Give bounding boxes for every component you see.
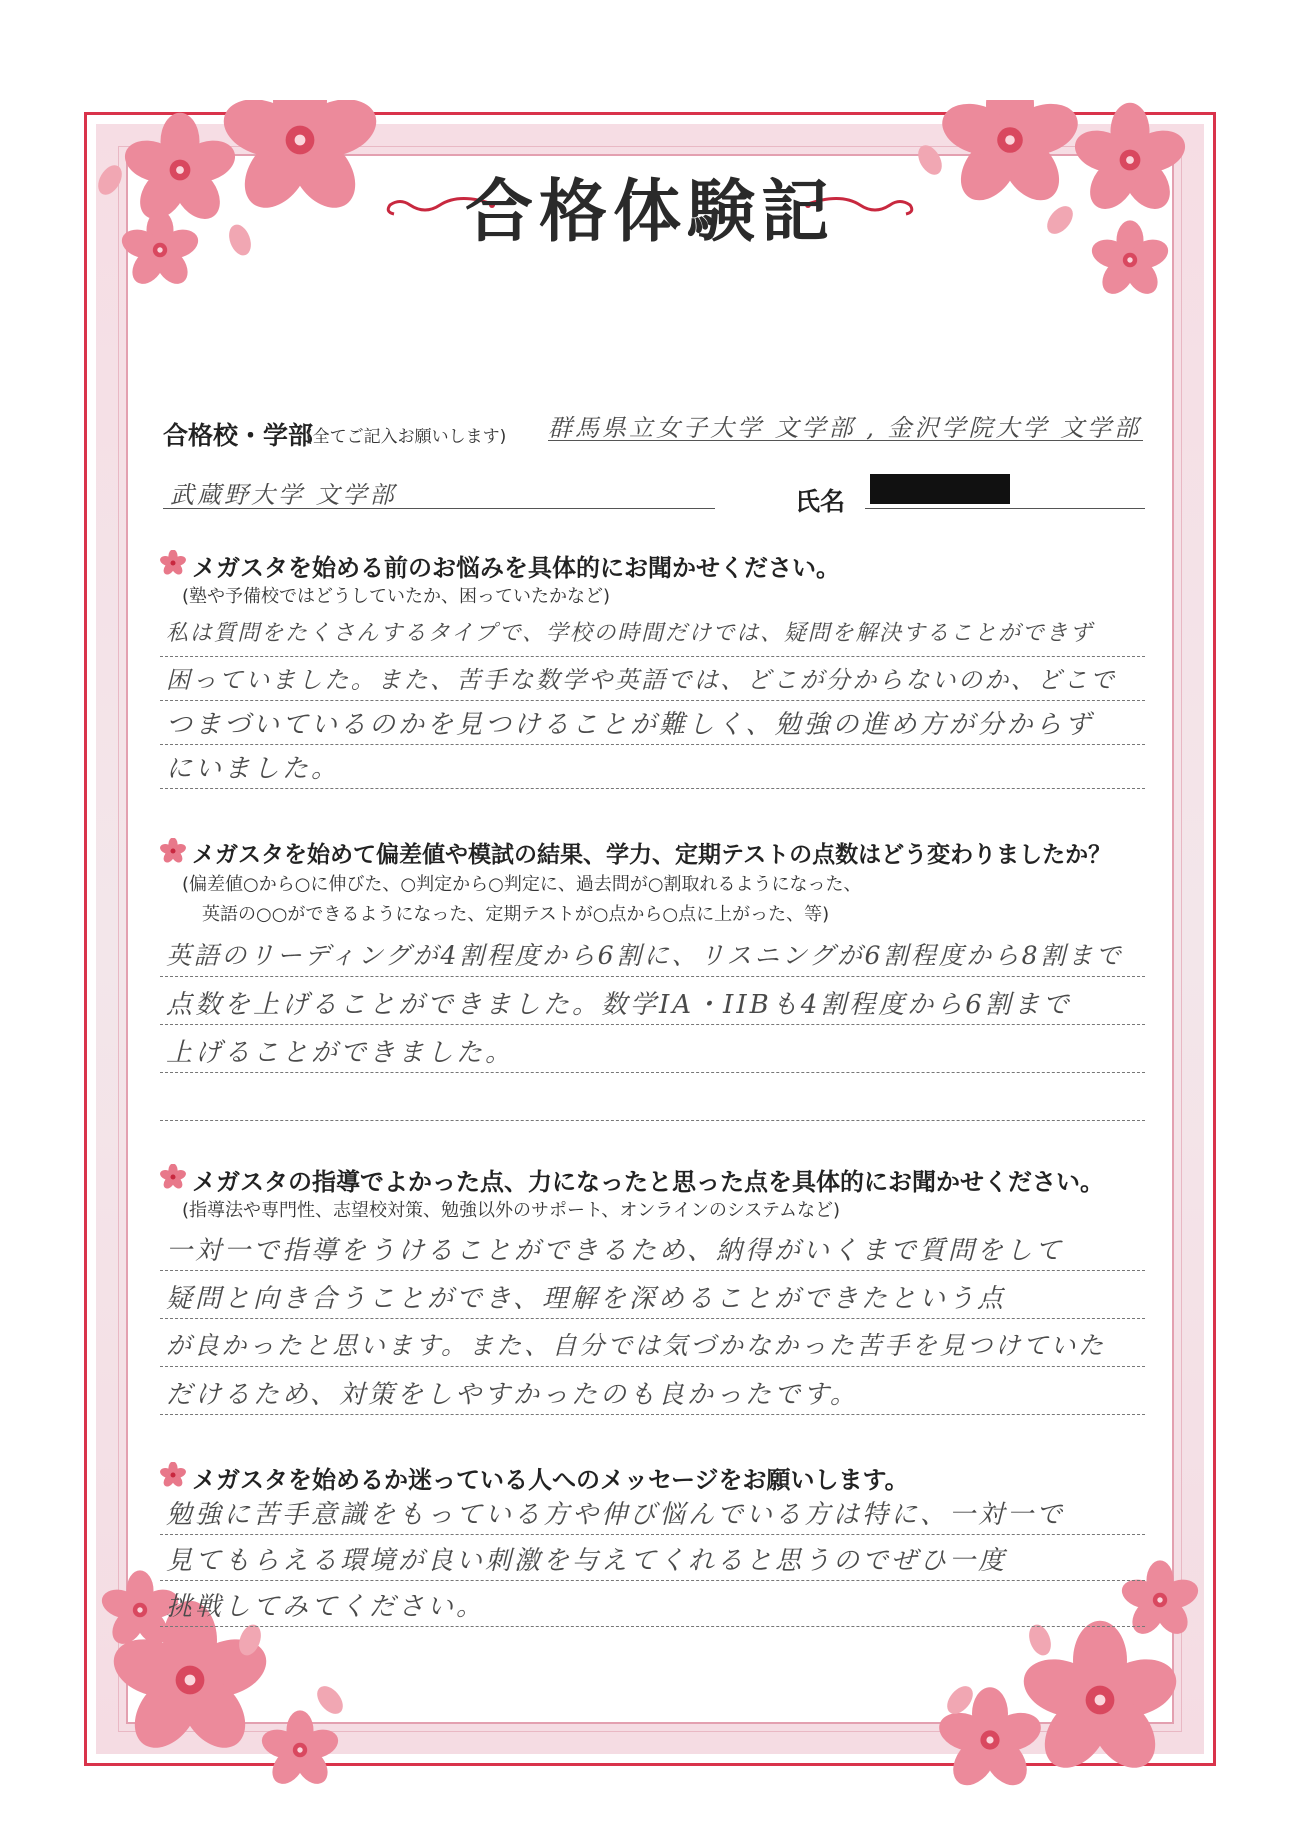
question-4-answer-line-1: 勉強に苦手意識をもっている方や伸び悩んでいる方は特に、一対一で xyxy=(166,1500,1066,1530)
answer-rule-line xyxy=(160,1626,1145,1627)
cherry-blossom-icon xyxy=(1118,1560,1202,1640)
answer-rule-line xyxy=(160,1120,1145,1121)
question-2-note-2: 英語の○○ができるようになった、定期テストが○点から○点に上がった、等) xyxy=(202,904,830,925)
question-3-answer-line-1: 一対一で指導をうけることができるため、納得がいくまで質問をして xyxy=(166,1236,1064,1266)
cherry-blossom-icon xyxy=(160,838,186,864)
question-2-answer-line-2: 点数を上げることができました。数学IA・IIBも4割程度から6割まで xyxy=(166,990,1072,1020)
answer-rule-line xyxy=(160,1024,1145,1025)
school-label: 合格校・学部 xyxy=(163,421,314,450)
answer-rule-line xyxy=(160,788,1145,789)
answer-rule-line xyxy=(160,1270,1145,1271)
question-4-heading: メガスタを始めるか迷っている人へのメッセージをお願いします。 xyxy=(192,1466,909,1494)
question-3-answer-line-4: だけるため、対策をしやすかったのも良かったです。 xyxy=(166,1380,859,1410)
question-2-answer-line-3: 上げることができました。 xyxy=(166,1038,515,1068)
answer-rule-line xyxy=(160,1414,1145,1415)
answer-rule-line xyxy=(160,1534,1145,1535)
school-value-line2: 武蔵野大学 文学部 xyxy=(170,481,397,509)
question-4-answer-line-2: 見てもらえる環境が良い刺激を与えてくれると思うのでぜひ一度 xyxy=(166,1546,1008,1576)
cherry-blossom-decoration-top xyxy=(0,100,1300,420)
answer-rule-line xyxy=(160,1366,1145,1367)
question-1-answer-line-4: にいました。 xyxy=(166,754,341,784)
question-1-answer-line-2: 困っていました。また、苦手な数学や英語では、どこが分からないのか、どこで xyxy=(166,666,1117,694)
school-value-line1: 群馬県立女子大学 文学部 , 金沢学院大学 文学部 xyxy=(548,414,1142,442)
answer-rule-line xyxy=(160,656,1145,657)
school-underline-2 xyxy=(163,508,715,509)
cherry-blossom-icon xyxy=(160,1462,186,1488)
name-label: 氏名 xyxy=(795,487,846,516)
answer-rule-line xyxy=(160,1072,1145,1073)
page-title: 合格体験記 xyxy=(464,172,835,252)
question-1-note-1: (塾や予備校ではどうしていたか、困っていたかなど) xyxy=(182,586,611,607)
name-redaction xyxy=(870,474,1010,504)
question-2-answer-line-1: 英語のリーディングが4割程度から6割に、リスニングが6割程度から8割まで xyxy=(166,941,1124,970)
question-3-heading: メガスタの指導でよかった点、力になったと思った点を具体的にお聞かせください。 xyxy=(192,1168,1104,1196)
question-3-answer-line-2: 疑問と向き合うことができ、理解を深めることができたという点 xyxy=(166,1284,1006,1314)
school-underline-1 xyxy=(548,440,1143,441)
question-1-answer-line-3: つまづいているのかを見つけることが難しく、勉強の進め方が分からず xyxy=(166,710,1094,740)
question-2-note-1: (偏差値○から○に伸びた、○判定から○判定に、過去問が○割取れるようになった、 xyxy=(182,874,862,895)
answer-rule-line xyxy=(160,744,1145,745)
answer-rule-line xyxy=(160,1318,1145,1319)
answer-rule-line xyxy=(160,700,1145,701)
name-underline xyxy=(865,508,1145,509)
question-3-answer-line-3: が良かったと思います。また、自分では気づかなかった苦手を見つけていた xyxy=(166,1331,1106,1360)
cherry-blossom-icon xyxy=(160,1164,186,1190)
cherry-blossom-icon xyxy=(160,550,186,576)
cherry-blossom-icon xyxy=(258,1710,342,1790)
question-1-answer-line-1: 私は質問をたくさんするタイプで、学校の時間だけでは、疑問を解決することができず xyxy=(166,621,1094,646)
answer-rule-line xyxy=(160,976,1145,977)
question-2-heading: メガスタを始めて偏差値や模試の結果、学力、定期テストの点数はどう変わりましたか？ xyxy=(192,842,1112,868)
question-4-answer-line-3: 挑戦してみてください。 xyxy=(166,1592,486,1622)
answer-rule-line xyxy=(160,1580,1145,1581)
school-note: (全てご記入お願いします) xyxy=(306,427,507,447)
question-1-heading: メガスタを始める前のお悩みを具体的にお聞かせください。 xyxy=(192,554,840,582)
question-3-note-1: (指導法や専門性、志望校対策、勉強以外のサポート、オンラインのシステムなど) xyxy=(182,1200,841,1221)
